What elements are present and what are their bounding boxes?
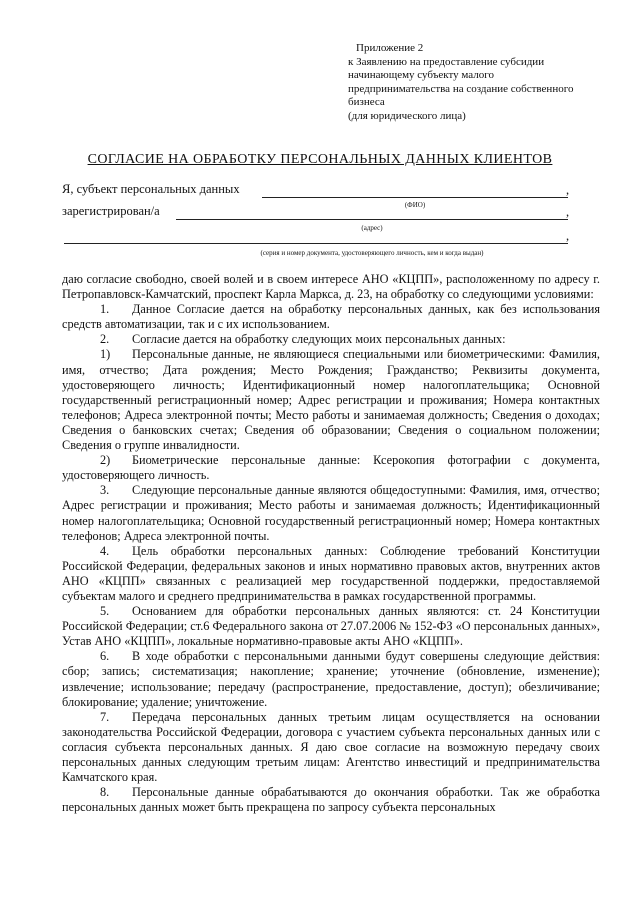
clause-5 [62, 604, 600, 649]
clause-text: Цель обработки персональных данных: Соблюдение требований Конституции Российской Федерации, федеральных законов и иных нормативно правовых актов, внутренних актов АНО «КЦПП» связанных с реализацией мер государственной поддержки, предоставляемой субъектам малого и среднего предпринимательства в рамках государственной программы. [62, 543, 600, 603]
fio-field-line[interactable] [262, 197, 568, 198]
clause-number: 4. [100, 543, 110, 558]
clause-7 [62, 710, 600, 785]
clause-number: 6. [100, 649, 110, 664]
appendix-line-5: бизнеса [348, 96, 385, 109]
clause-number: 8. [100, 785, 110, 800]
clause-number: 7. [100, 709, 110, 724]
clause-text: Персональные данные, не являющиеся специальными или биометрическими: Фамилия, имя, отчество; Дата рождения; Место Рождения; Гражданство; Реквизиты документа, удостоверяющего личность; Идентификационный номер налогоплательщика; Основной государственный регистрационный номер; Адрес регистрации и проживания; Номера контактных телефонов; Адреса электронной почты; Место работы и занимаемая должность; Сведения о доходах; Сведения о банковских счетах; Сведения об образовании; Сведения о социальном положении; Сведения о группе инвалидности. [62, 347, 600, 453]
clause-3 [62, 483, 600, 543]
clause-8 [62, 785, 600, 815]
clause-text: Согласие дается на обработку следующих моих персональных данных: [132, 332, 506, 347]
document-caption: (серия и номер документа, удостоверяющего личность, кем и когда выдан) [260, 249, 484, 257]
intro-paragraph: даю согласие свободно, своей волей и в своем интересе АНО «КЦПП», расположенному по адресу г. Петропавловск-Камчатский, проспект Карла Маркса, д. 23, на обработку со следующими условиями: [62, 272, 600, 302]
appendix-line-6: (для юридического лица) [348, 109, 466, 122]
clause-text: В ходе обработки с персональными данными будут совершены следующие действия: сбор; запись; систематизация; накопление; хранение; уточнение (обновление, изменение); извлечение; использование; передачу (распространение, предоставление, доступ); обезличивание; блокирование; удаление; уничтожение. [62, 649, 600, 709]
address-field-line[interactable] [176, 219, 568, 220]
clause-text: Персональные данные обрабатываются до окончания обработки. Так же обработка персональных данных может быть прекращена по запросу субъекта персональных [62, 785, 600, 815]
clause-1 [62, 302, 600, 332]
registered-label: зарегистрирован/а [62, 204, 160, 218]
clause-text: Биометрические персональные данные: Ксерокопия фотографии с документа, удостоверяющего личность. [62, 453, 600, 483]
clause-2-1 [62, 347, 600, 453]
clause-text: Данное Согласие дается на обработку персональных данных, как без использования средств автоматизации, так и с их использованием. [62, 302, 600, 332]
clause-number: 1) [100, 347, 111, 362]
document-comma: , [566, 229, 570, 243]
clause-number: 1. [100, 302, 110, 317]
fio-caption: (ФИО) [404, 201, 426, 209]
appendix-line-1: Приложение 2 [356, 42, 424, 54]
clause-number: 5. [100, 604, 110, 619]
clause-4 [62, 544, 600, 604]
fio-comma: , [566, 183, 570, 197]
appendix-line-2: к Заявлению на предоставление субсидии [348, 55, 545, 68]
clause-number: 2) [100, 453, 111, 468]
consent-body [62, 272, 600, 815]
appendix-line-3: начинающему субъекту малого [348, 69, 494, 82]
clause-text: Следующие персональные данные являются общедоступными: Фамилия, имя, отчество; Адрес регистрации и проживания; Место работы и занимаемая должность; Идентификационный номер налогоплательщика; Основной государственный регистрационный номер; Номера контактных телефонов; Адреса электронной почты. [62, 483, 600, 543]
clause-text: Основанием для обработки персональных данных являются: ст. 24 Конституции Российской Федерации; ст.6 Федерального закона от 27.07.2006 № 152-ФЗ «О персональных данных», Устав АНО «КЦПП», локальные нормативно-правовые акты АНО «КЦПП». [62, 604, 600, 649]
document-field-line[interactable] [64, 243, 568, 244]
clause-6 [62, 649, 600, 709]
clause-text: Передача персональных данных третьим лицам осуществляется на основании законодательства Российской Федерации, договора с участием субъекта персональных данных или с согласия субъекта персональных данных. Я даю свое согласие на возможную передачу своих персональных данных следующим третьим лицам: Агентство инвестиций и предпринимательства Камчатского края. [62, 709, 600, 785]
appendix-note [348, 42, 618, 124]
appendix-line-4: предпринимательства на создание собственного [348, 82, 574, 95]
clause-number: 2. [100, 332, 110, 347]
address-caption: (адрес) [361, 224, 383, 232]
document-title: СОГЛАСИЕ НА ОБРАБОТКУ ПЕРСОНАЛЬНЫХ ДАННЫХ КЛИЕНТОВ [87, 152, 553, 167]
clause-2-2 [62, 453, 600, 483]
address-comma: , [566, 205, 570, 219]
clause-number: 3. [100, 483, 110, 498]
clause-2 [62, 332, 600, 347]
subject-label: Я, субъект персональных данных [62, 182, 240, 196]
